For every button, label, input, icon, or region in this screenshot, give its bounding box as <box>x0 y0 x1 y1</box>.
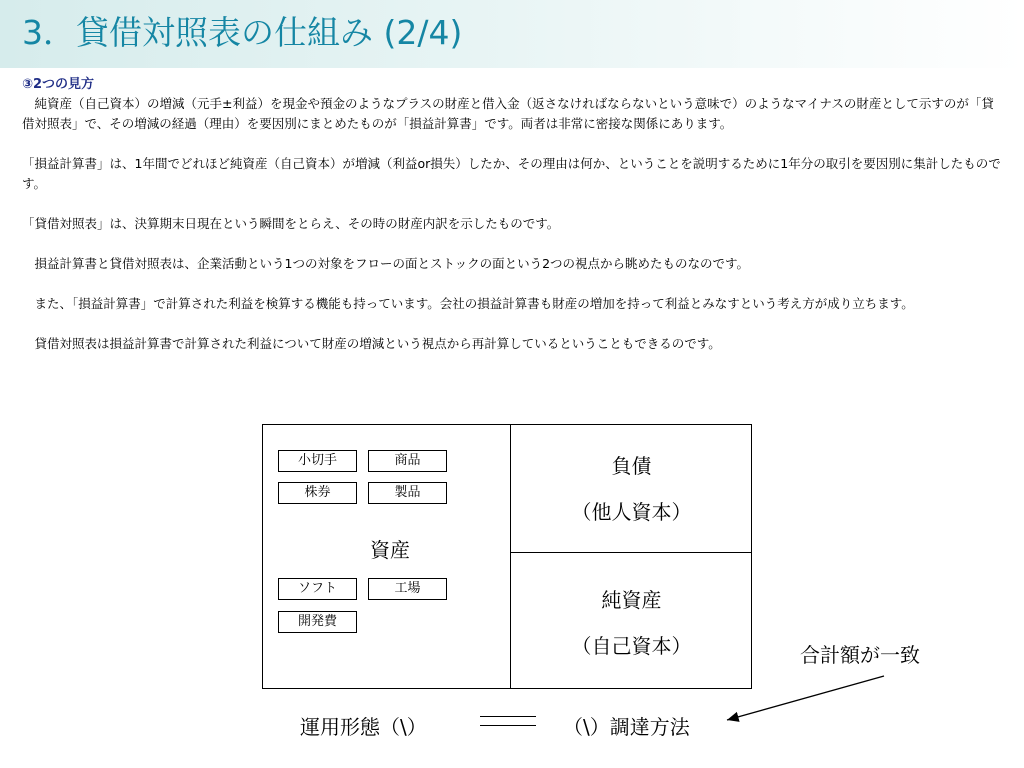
liabilities-sublabel: （他人資本） <box>571 500 692 524</box>
paragraph: 「貸借対照表」は、決算期末日現在という瞬間をとらえ、その時の財産内訳を示したものです。 <box>22 216 560 231</box>
equal-sign <box>480 716 536 726</box>
right-caption: （\）調達方法 <box>563 715 690 739</box>
asset-item-cheque: 小切手 <box>278 450 357 472</box>
asset-item-products: 製品 <box>368 482 447 504</box>
paragraph: 貸借対照表は損益計算書で計算された利益について財産の増減という視点から再計算しているということもできるのです。 <box>22 336 721 351</box>
section-heading: ③2つの見方 <box>22 77 95 92</box>
asset-item-stocks: 株券 <box>278 482 357 504</box>
asset-item-development-costs: 開発費 <box>278 611 357 633</box>
assets-label: 資産 <box>370 538 410 562</box>
asset-item-factory: 工場 <box>368 578 447 600</box>
total-match-note: 合計額が一致 <box>800 643 920 667</box>
asset-item-software: ソフト <box>278 578 357 600</box>
net-assets-label: 純資産 <box>601 588 662 612</box>
paragraph: 純資産（自己資本）の増減（元手±利益）を現金や預金のようなプラスの財産と借入金（返さなければならないという意味で）のようなマイナスの財産として示すのが「貸借対照表」で、その増減の経過（理由）を要因別にまとめたものが「損益計算書」です。両者は非常に密接な関係にあります。 <box>22 96 994 131</box>
slide-title: 3．貸借対照表の仕組み (2/4) <box>22 13 463 52</box>
net-assets-sublabel: （自己資本） <box>571 634 692 658</box>
asset-item-merchandise: 商品 <box>368 450 447 472</box>
liabilities-label: 負債 <box>611 454 652 478</box>
left-caption: 運用形態（\） <box>300 715 427 739</box>
paragraph: また、「損益計算書」で計算された利益を検算する機能も持っています。会社の損益計算書も財産の増加を持って利益とみなすという考え方が成り立ちます。 <box>22 296 914 311</box>
paragraph: 損益計算書と貸借対照表は、企業活動という1つの対象をフローの面とストックの面という2つの視点から眺めたものなのです。 <box>22 256 750 271</box>
paragraph: 「損益計算書」は、1年間でどれほど純資産（自己資本）が増減（利益or損失）したか、その理由は何か、ということを説明するために1年分の取引を要因別に集計したものです。 <box>22 156 1001 191</box>
